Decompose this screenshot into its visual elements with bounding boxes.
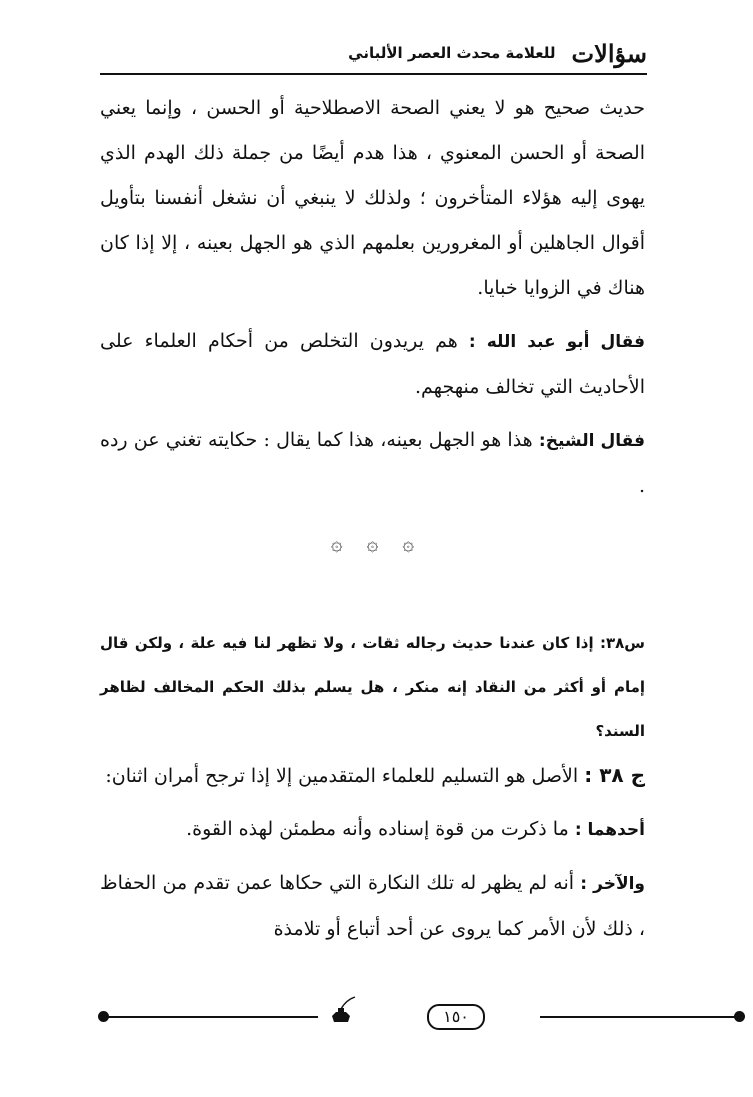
point-label: والآخر : <box>580 874 645 894</box>
point-second <box>100 861 645 952</box>
page-number-box <box>378 1002 534 1032</box>
point-second-text: أنه لم يظهر له تلك النكارة التي حكاها عمن تقدم من الحفاظ ، ذلك لأن الأمر كما يروى عن أحد أتباع أو تلامذة <box>100 872 645 940</box>
paragraph-3-text: هذا هو الجهل بعينه، هذا كما يقال : حكايته تغني عن رده . <box>100 429 645 497</box>
speaker-label: فقال أبو عبد الله : <box>468 332 645 352</box>
running-header <box>100 34 647 72</box>
ornament-icon: ۞ <box>402 531 415 555</box>
speaker-label: فقال الشيخ: <box>538 431 645 451</box>
header-rule <box>100 73 647 75</box>
paragraph-1: حديث صحيح هو لا يعني الصحة الاصطلاحية أو الحسن ، وإنما يعني الصحة أو الحسن المعنوي ، هذا هدم أيضًا من جملة ذلك الهدم الذي يهوى إليه هؤلاء المتأخرون ؛ ولذلك لا ينبغي أن نشغل أنفسنا بتأويل أقوال الجاهلين أو المغرورين بعلمهم الذي هو الجهل بعينه ، إلا إذا كان هناك في الزوايا خبايا. <box>100 97 645 299</box>
point-first-text: ما ذكرت من قوة إسناده وأنه مطمئن لهذه القوة. <box>186 818 569 840</box>
paragraph-2 <box>100 319 645 410</box>
answer-text: الأصل هو التسليم للعلماء المتقدمين إلا إذا ترجح أمران اثنان: <box>105 765 579 787</box>
answer-38 <box>100 753 645 799</box>
paragraph-2-text: هم يريدون التخلص من أحكام العلماء على الأحاديث التي تخالف منهجهم. <box>100 330 645 398</box>
footer-rule <box>540 1016 740 1018</box>
ornament-icon: ۞ <box>366 531 379 555</box>
page-content <box>100 86 645 952</box>
footer-rule <box>104 1016 318 1018</box>
paragraph-3 <box>100 418 645 509</box>
point-label: أحدهما : <box>574 820 645 840</box>
section-divider <box>100 531 645 555</box>
point-first <box>100 807 645 853</box>
page-number: ١٥٠ <box>427 1004 485 1030</box>
book-title: للعلامة محدث العصر الألباني <box>348 44 556 62</box>
footer-dot <box>734 1011 745 1022</box>
series-logo: سؤالات <box>571 38 647 68</box>
ornament-icon: ۞ <box>330 531 343 555</box>
answer-label: ج ٣٨ : <box>584 763 645 787</box>
page-footer <box>98 1002 647 1032</box>
question-38: س٣٨: إذا كان عندنا حديث رجاله ثقات ، ولا تظهر لنا فيه علة ، ولكن قال إمام أو أكثر من النقاد إنه منكر ، هل يسلم بذلك الحكم المخالف لظاهر السند؟ <box>100 634 645 740</box>
inkwell-icon <box>326 996 356 1026</box>
